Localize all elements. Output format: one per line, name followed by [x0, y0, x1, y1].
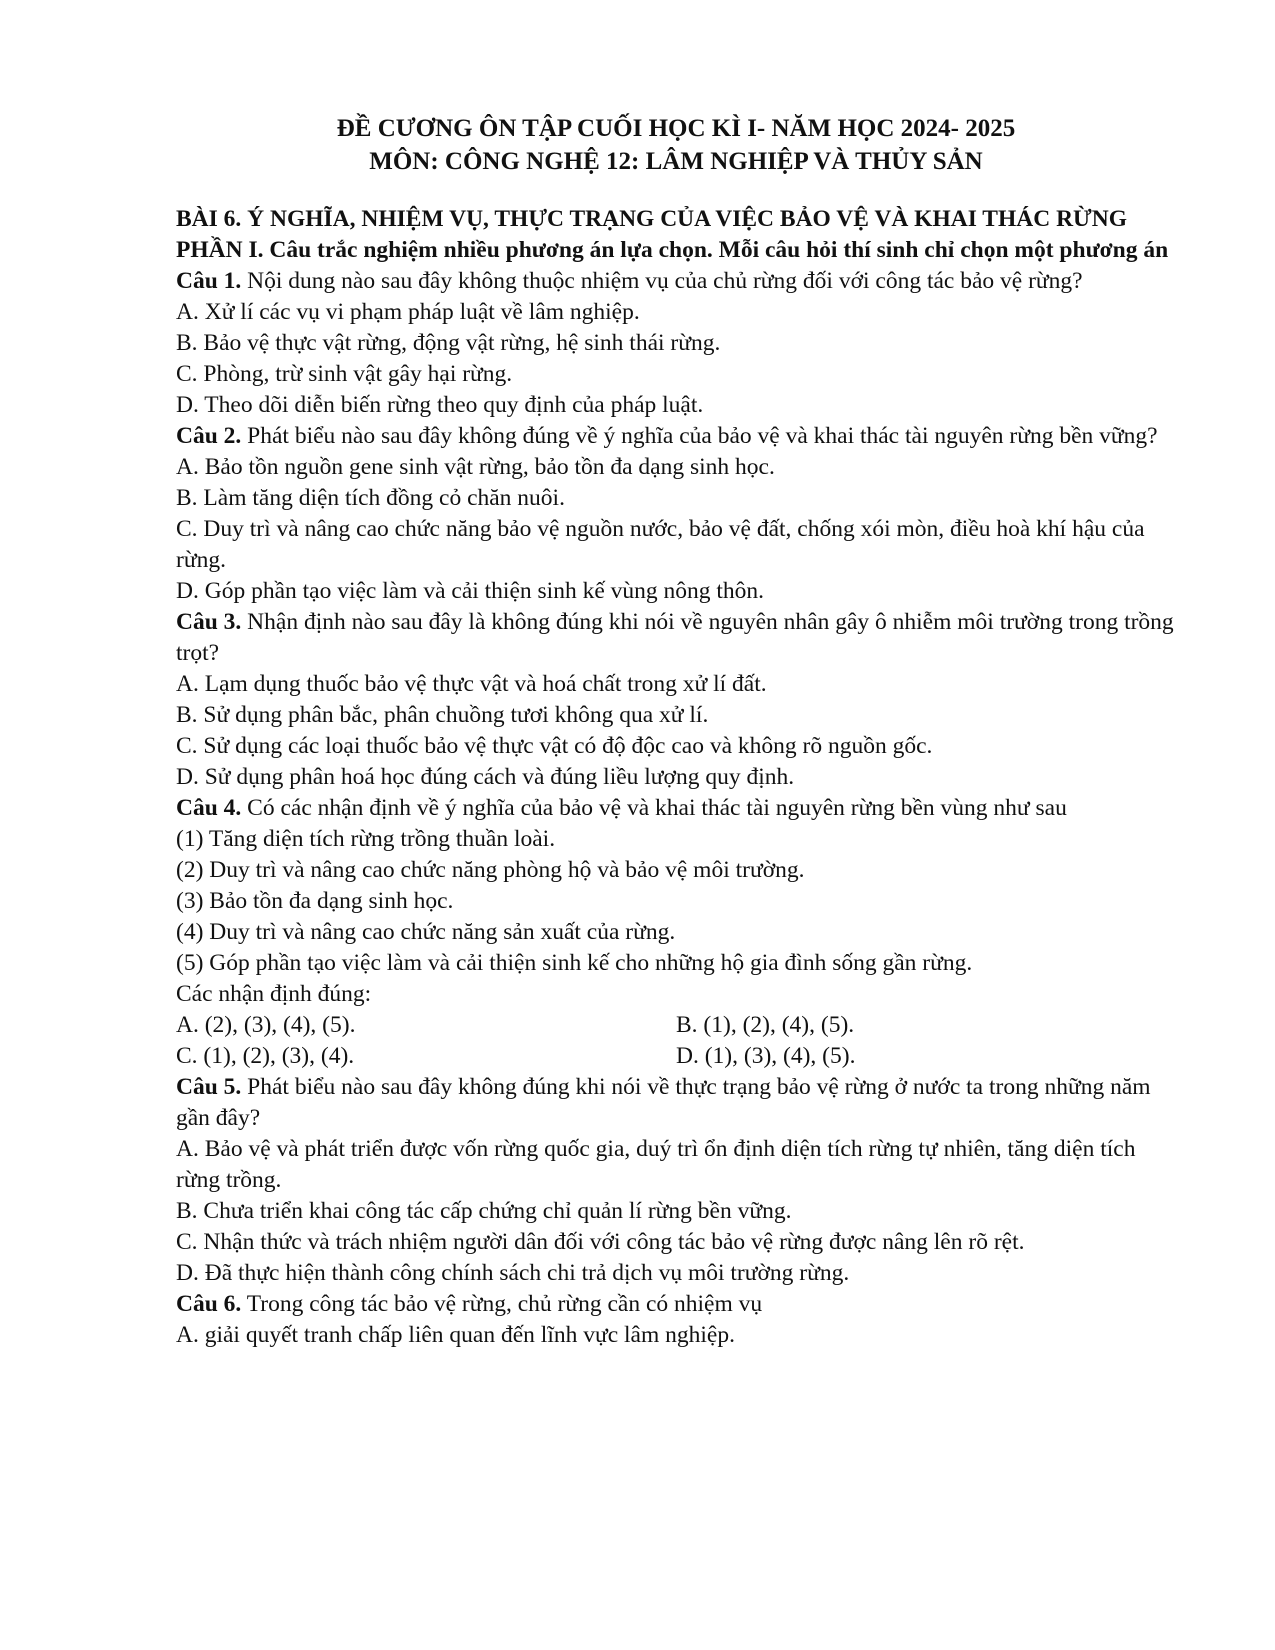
document-title-line1: ĐỀ CƯƠNG ÔN TẬP CUỐI HỌC KÌ I- NĂM HỌC 2024- 2025: [336, 115, 1016, 142]
question-4-option-b: B. (1), (2), (4), (5).: [676, 1012, 855, 1038]
question-3-label: Câu 3.: [176, 609, 242, 635]
question-2-stem: [176, 421, 1176, 452]
question-6: [176, 1289, 1176, 1351]
question-4-option-a: A. (2), (3), (4), (5).: [176, 1012, 356, 1038]
question-5-option-a: A. Bảo vệ và phát triển được vốn rừng quốc gia, duý trì ổn định diện tích rừng tự nhiên, tăng diện tích rừng trồng.: [176, 1136, 1136, 1193]
question-4-prompt: Các nhận định đúng:: [176, 981, 372, 1007]
question-2-option-a: A. Bảo tồn nguồn gene sinh vật rừng, bảo tồn đa dạng sinh học.: [176, 454, 775, 480]
question-2-option-b: B. Làm tăng diện tích đồng cỏ chăn nuôi.: [176, 485, 565, 511]
question-4-statement-2: (2) Duy trì và nâng cao chức năng phòng hộ và bảo vệ môi trường.: [176, 857, 805, 883]
question-4-statement-5: (5) Góp phần tạo việc làm và cải thiện sinh kế cho những hộ gia đình sống gần rừng.: [176, 950, 973, 976]
question-3-stem: [176, 607, 1176, 669]
question-6-text: Trong công tác bảo vệ rừng, chủ rừng cần có nhiệm vụ: [241, 1291, 763, 1317]
question-6-stem: [176, 1289, 1176, 1320]
question-3-option-a: A. Lạm dụng thuốc bảo vệ thực vật và hoá chất trong xử lí đất.: [176, 671, 767, 697]
question-5-option-c: C. Nhận thức và trách nhiệm người dân đối với công tác bảo vệ rừng được nâng lên rõ rệt.: [176, 1229, 1025, 1255]
question-4-label: Câu 4.: [176, 795, 242, 821]
question-4-option-d: D. (1), (3), (4), (5).: [676, 1043, 856, 1069]
question-5-text: Phát biểu nào sau đây không đúng khi nói về thực trạng bảo vệ rừng ở nước ta trong những năm gần đây?: [176, 1074, 1151, 1131]
question-1-option-c: C. Phòng, trừ sinh vật gây hại rừng.: [176, 361, 513, 387]
question-2-option-d: D. Góp phần tạo việc làm và cải thiện sinh kế vùng nông thôn.: [176, 578, 765, 604]
question-1: [176, 266, 1176, 421]
question-3-option-d: D. Sử dụng phân hoá học đúng cách và đúng liều lượng quy định.: [176, 764, 795, 790]
document-header: [176, 112, 1176, 178]
question-2-text: Phát biểu nào sau đây không đúng về ý nghĩa của bảo vệ và khai thác tài nguyên rừng bền vững?: [241, 423, 1158, 449]
question-4-options-row-2: [176, 1041, 1176, 1072]
document-page: [176, 112, 1176, 1351]
question-4: [176, 793, 1176, 1072]
question-3: [176, 607, 1176, 793]
question-6-label: Câu 6.: [176, 1291, 242, 1317]
question-4-statement-3: (3) Bảo tồn đa dạng sinh học.: [176, 888, 454, 914]
question-1-option-b: B. Bảo vệ thực vật rừng, động vật rừng, hệ sinh thái rừng.: [176, 330, 721, 356]
question-3-option-c: C. Sử dụng các loại thuốc bảo vệ thực vật có độ độc cao và không rõ nguồn gốc.: [176, 733, 933, 759]
question-2-option-c: C. Duy trì và nâng cao chức năng bảo vệ nguồn nước, bảo vệ đất, chống xói mòn, điều hoà khí hậu của rừng.: [176, 516, 1145, 573]
question-3-option-b: B. Sử dụng phân bắc, phân chuồng tươi không qua xử lí.: [176, 702, 709, 728]
lesson-title: BÀI 6. Ý NGHĨA, NHIỆM VỤ, THỰC TRẠNG CỦA VIỆC BẢO VỆ VÀ KHAI THÁC RỪNG: [176, 206, 1128, 232]
question-1-option-a: A. Xử lí các vụ vi phạm pháp luật về lâm nghiệp.: [176, 299, 640, 325]
question-4-statement-4: (4) Duy trì và nâng cao chức năng sản xuất của rừng.: [176, 919, 676, 945]
question-5-stem: [176, 1072, 1176, 1134]
document-title-line2: MÔN: CÔNG NGHỆ 12: LÂM NGHIỆP VÀ THỦY SẢN: [369, 148, 983, 175]
question-1-label: Câu 1.: [176, 268, 242, 294]
question-5-option-d: D. Đã thực hiện thành công chính sách chi trả dịch vụ môi trường rừng.: [176, 1260, 850, 1286]
question-2-label: Câu 2.: [176, 423, 242, 449]
question-6-option-a: A. giải quyết tranh chấp liên quan đến lĩnh vực lâm nghiệp.: [176, 1322, 735, 1348]
question-5-option-b: B. Chưa triển khai công tác cấp chứng chỉ quản lí rừng bền vững.: [176, 1198, 792, 1224]
question-2: [176, 421, 1176, 607]
question-1-stem: [176, 266, 1176, 297]
question-3-text: Nhận định nào sau đây là không đúng khi nói về nguyên nhân gây ô nhiễm môi trường trong trồng trọt?: [176, 609, 1174, 666]
question-4-option-c: C. (1), (2), (3), (4).: [176, 1043, 355, 1069]
part-title: PHẦN I. Câu trắc nghiệm nhiều phương án lựa chọn. Mỗi câu hỏi thí sinh chỉ chọn một phương án: [176, 237, 1169, 263]
question-4-stem: [176, 793, 1176, 824]
question-4-text: Có các nhận định về ý nghĩa của bảo vệ và khai thác tài nguyên rừng bền vùng như sau: [241, 795, 1067, 821]
question-1-text: Nội dung nào sau đây không thuộc nhiệm vụ của chủ rừng đối với công tác bảo vệ rừng?: [241, 268, 1083, 294]
question-5-label: Câu 5.: [176, 1074, 242, 1100]
question-4-statement-1: (1) Tăng diện tích rừng trồng thuần loài.: [176, 826, 556, 852]
question-1-option-d: D. Theo dõi diễn biến rừng theo quy định của pháp luật.: [176, 392, 704, 418]
question-4-options-row-1: [176, 1010, 1176, 1041]
question-5: [176, 1072, 1176, 1289]
